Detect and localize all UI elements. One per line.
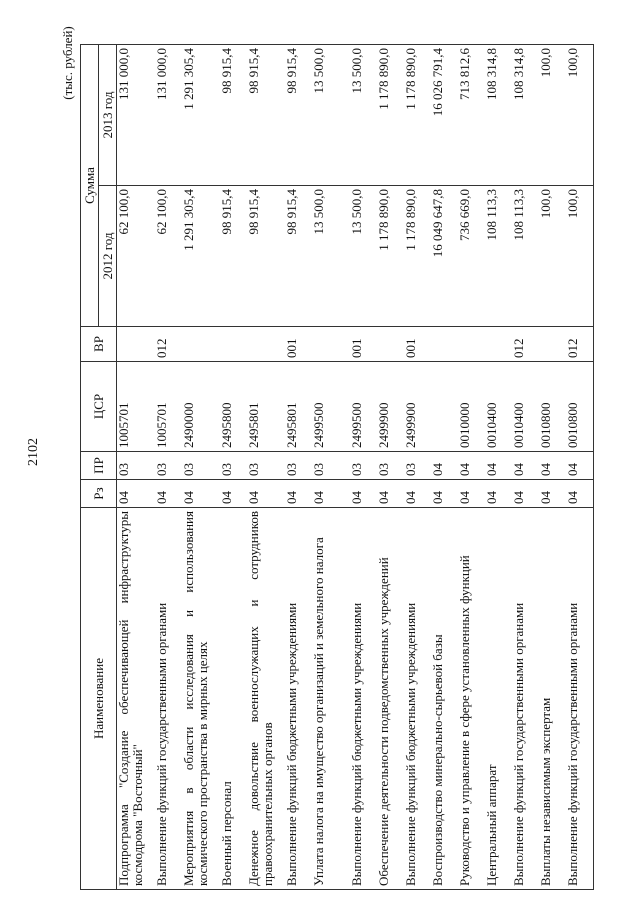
cell-rz: 04: [312, 480, 350, 508]
cell-name: Выполнение функций государственными органами: [155, 508, 182, 890]
cell-y2012: 13 500,0: [350, 186, 377, 327]
cell-csr: 2495800: [220, 362, 247, 452]
cell-csr: 0010400: [485, 362, 512, 452]
table-row: [485, 45, 512, 890]
cell-rz: 04: [539, 480, 566, 508]
cell-y2012: 98 915,4: [247, 186, 285, 327]
cell-csr: [431, 362, 458, 452]
rotated-table-container: [80, 45, 590, 890]
cell-y2012: 108 113,3: [512, 186, 539, 327]
cell-name: Уплата налога на имущество организаций и земельного налога: [312, 508, 350, 890]
cell-y2012: 1 178 890,0: [404, 186, 431, 327]
table-row: [377, 45, 404, 890]
cell-rz: 04: [155, 480, 182, 508]
cell-rz: 04: [485, 480, 512, 508]
table-row: [117, 45, 156, 890]
cell-pr: 04: [458, 452, 485, 480]
cell-y2012: 62 100,0: [155, 186, 182, 327]
table-row: [350, 45, 377, 890]
table-row: [182, 45, 220, 890]
cell-pr: 03: [377, 452, 404, 480]
cell-name: Выполнение функций бюджетными учреждениями: [350, 508, 377, 890]
cell-y2012: 736 669,0: [458, 186, 485, 327]
cell-y2013: 98 915,4: [247, 45, 285, 186]
cell-csr: 1005701: [117, 362, 156, 452]
cell-vr: [312, 327, 350, 362]
cell-name: Мероприятия в области исследования и использования космического пространства в мирных целях: [182, 508, 220, 890]
cell-vr: [220, 327, 247, 362]
cell-vr: 012: [155, 327, 182, 362]
header-rz: Рз: [81, 480, 117, 508]
cell-y2013: 100,0: [566, 45, 594, 186]
cell-name: Выплаты независимым экспертам: [539, 508, 566, 890]
cell-name: Выполнение функций бюджетными учреждениями: [285, 508, 312, 890]
table-row: [247, 45, 285, 890]
cell-y2013: 713 812,6: [458, 45, 485, 186]
cell-y2013: 100,0: [539, 45, 566, 186]
cell-pr: 03: [312, 452, 350, 480]
page-number: 2102: [26, 438, 41, 466]
cell-y2013: 98 915,4: [220, 45, 247, 186]
table-row: [458, 45, 485, 890]
cell-y2013: 98 915,4: [285, 45, 312, 186]
cell-name: Выполнение функций государственными органами: [512, 508, 539, 890]
cell-y2012: 98 915,4: [285, 186, 312, 327]
cell-rz: 04: [220, 480, 247, 508]
cell-csr: 0010800: [566, 362, 594, 452]
cell-csr: 0010000: [458, 362, 485, 452]
table-row: [285, 45, 312, 890]
table-row: [155, 45, 182, 890]
cell-vr: 012: [512, 327, 539, 362]
cell-rz: 04: [377, 480, 404, 508]
header-pr: ПР: [81, 452, 117, 480]
cell-rz: 04: [182, 480, 220, 508]
table-row: [566, 45, 594, 890]
cell-vr: [377, 327, 404, 362]
cell-y2013: 131 000,0: [155, 45, 182, 186]
cell-pr: 04: [539, 452, 566, 480]
cell-rz: 04: [247, 480, 285, 508]
cell-y2012: 100,0: [539, 186, 566, 327]
cell-csr: 2499500: [312, 362, 350, 452]
cell-vr: 001: [404, 327, 431, 362]
header-year-2013: 2013 год: [99, 45, 117, 186]
table-row: [312, 45, 350, 890]
cell-pr: 03: [350, 452, 377, 480]
cell-y2012: 16 049 647,8: [431, 186, 458, 327]
cell-pr: 03: [285, 452, 312, 480]
cell-name: Руководство и управление в сфере установленных функций: [458, 508, 485, 890]
cell-pr: 03: [404, 452, 431, 480]
cell-name: Денежное довольствие военнослужащих и сотрудников правоохранительных органов: [247, 508, 285, 890]
cell-vr: [539, 327, 566, 362]
cell-csr: 0010400: [512, 362, 539, 452]
cell-csr: 2490000: [182, 362, 220, 452]
table-body: [117, 45, 594, 890]
cell-name: Военный персонал: [220, 508, 247, 890]
header-name: Наименование: [81, 508, 117, 890]
cell-rz: 04: [512, 480, 539, 508]
cell-pr: 04: [485, 452, 512, 480]
header-csr: ЦСР: [81, 362, 117, 452]
cell-csr: 1005701: [155, 362, 182, 452]
cell-csr: 2499900: [377, 362, 404, 452]
cell-pr: 03: [247, 452, 285, 480]
cell-vr: 012: [566, 327, 594, 362]
cell-vr: [431, 327, 458, 362]
cell-name: Обеспечение деятельности подведомственных учреждений: [377, 508, 404, 890]
table-row: [539, 45, 566, 890]
cell-name: Воспроизводство минерально-сырьевой базы: [431, 508, 458, 890]
cell-vr: [182, 327, 220, 362]
header-year-2012: 2012 год: [99, 186, 117, 327]
cell-y2012: 98 915,4: [220, 186, 247, 327]
cell-pr: 04: [512, 452, 539, 480]
cell-rz: 04: [458, 480, 485, 508]
cell-vr: 001: [350, 327, 377, 362]
cell-rz: 04: [285, 480, 312, 508]
cell-y2012: 1 291 305,4: [182, 186, 220, 327]
cell-y2013: 16 026 791,4: [431, 45, 458, 186]
cell-pr: 03: [117, 452, 156, 480]
cell-y2013: 1 291 305,4: [182, 45, 220, 186]
header-vr: ВР: [81, 327, 117, 362]
cell-y2013: 131 000,0: [117, 45, 156, 186]
cell-rz: 04: [350, 480, 377, 508]
cell-y2013: 108 314,8: [512, 45, 539, 186]
cell-y2012: 1 178 890,0: [377, 186, 404, 327]
cell-pr: 04: [566, 452, 594, 480]
budget-table: [80, 44, 594, 890]
cell-vr: [485, 327, 512, 362]
cell-y2013: 13 500,0: [312, 45, 350, 186]
cell-rz: 04: [117, 480, 156, 508]
cell-rz: 04: [404, 480, 431, 508]
cell-y2013: 13 500,0: [350, 45, 377, 186]
table-row: [404, 45, 431, 890]
cell-name: Подпрограмма "Создание обеспечивающей инфраструктуры космодрома "Восточный": [117, 508, 156, 890]
cell-vr: [247, 327, 285, 362]
cell-pr: 03: [155, 452, 182, 480]
cell-vr: 001: [285, 327, 312, 362]
cell-y2013: 1 178 890,0: [377, 45, 404, 186]
cell-pr: 03: [182, 452, 220, 480]
cell-pr: 04: [431, 452, 458, 480]
cell-name: Центральный аппарат: [485, 508, 512, 890]
table-row: [512, 45, 539, 890]
cell-y2013: 108 314,8: [485, 45, 512, 186]
cell-y2012: 13 500,0: [312, 186, 350, 327]
cell-csr: 2499500: [350, 362, 377, 452]
table-row: [431, 45, 458, 890]
cell-csr: 2495801: [247, 362, 285, 452]
cell-vr: [117, 327, 156, 362]
cell-y2012: 62 100,0: [117, 186, 156, 327]
cell-y2013: 1 178 890,0: [404, 45, 431, 186]
header-sum: Сумма: [81, 45, 99, 327]
cell-rz: 04: [431, 480, 458, 508]
cell-csr: 2495801: [285, 362, 312, 452]
cell-pr: 03: [220, 452, 247, 480]
cell-y2012: 108 113,3: [485, 186, 512, 327]
table-row: [220, 45, 247, 890]
table-header: [81, 45, 117, 890]
cell-y2012: 100,0: [566, 186, 594, 327]
cell-rz: 04: [566, 480, 594, 508]
cell-name: Выполнение функций бюджетными учреждениями: [404, 508, 431, 890]
cell-name: Выполнение функций государственными органами: [566, 508, 594, 890]
cell-vr: [458, 327, 485, 362]
units-label: (тыс. рублей): [60, 26, 75, 100]
cell-csr: 0010800: [539, 362, 566, 452]
cell-csr: 2499900: [404, 362, 431, 452]
